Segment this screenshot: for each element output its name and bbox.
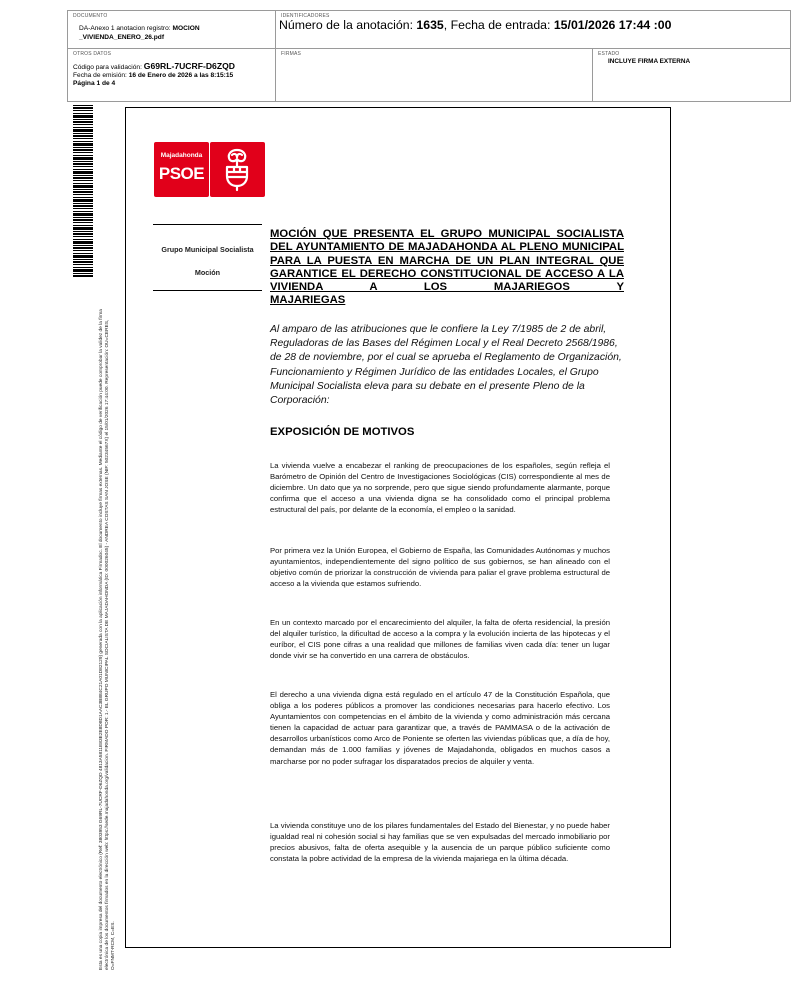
registry-date: 15/01/2026 17:44 :00 <box>553 18 672 32</box>
document-caption: DOCUMENTO <box>73 13 108 19</box>
logo-subtitle: Majadahonda <box>160 152 203 159</box>
registry-entry <box>279 18 779 32</box>
barcode <box>73 105 93 277</box>
status-caption: ESTADO <box>598 51 620 57</box>
section-heading: EXPOSICIÓN DE MOTIVOS <box>270 426 415 438</box>
signatures-caption: FIRMAS <box>281 51 302 57</box>
document-name <box>79 24 269 42</box>
registry-number-label: Número de la anotación: <box>279 18 413 32</box>
body-paragraph: La vivienda constituye uno de los pilares fundamentales del Estado del Bienestar, y no puede haber igualdad real ni cohesión social si hay familias que se ven expulsadas del mercado inmobiliario por precios abusivos, falta de oferta asequible y la ausencia de un parque público suficiente como constata la pobre actividad de la empresa de la vivienda majariega en la última década. <box>270 821 610 864</box>
body-paragraph: La vivienda vuelve a encabezar el ranking de preocupaciones de los españoles, según refleja el Barómetro de Opinión del Centro de Investigaciones Sociológicas (CIS) correspondiente al mes de diciembre. Un dato que ya no sorprende, pero que sigue siendo profundamente alarmante, porque confirma que el acceso a una vivienda digna se ha consolidado como el principal problema estructural del país, por delante de la economía, el empleo o la sanidad. <box>270 461 610 515</box>
document-file: MOCION _VIVIENDA_ENERO_26.pdf <box>79 25 200 41</box>
motion-title-main: MOCIÓN QUE PRESENTA EL GRUPO MUNICIPAL SOCIALISTA DEL AYUNTAMIENTO DE MAJADAHONDA AL PLENO MUNICIPAL PARA LA PUESTA EN MARCHA DE UN PLAN INTEGRAL QUE GARANTICE EL DERECHO CONSTITUCIONAL DE ACCESO A LA VIVIENDA A LOS MAJARIEGOS Y <box>270 228 624 294</box>
issue-date: 16 de Enero de 2026 a las 8:15:15 <box>128 72 234 79</box>
other-data-cell <box>68 49 276 102</box>
page-count: Página 1 de 4 <box>73 80 116 87</box>
psoe-logo <box>154 142 265 197</box>
intro-paragraph: Al amparo de las atribuciones que le confiere la Ley 7/1985 de 2 de abril, Reguladoras de las Bases del Régimen Local y el Real Decreto 2568/1986, de 28 de noviembre, por el cual se aprueba el Reglamento de Organización, Funcionamiento y Régimen Jurídico de las entidades Locales, el Grupo Municipal Socialista eleva para su debate en el presente Pleno de la Corporación: <box>270 324 622 407</box>
status-cell <box>593 49 791 102</box>
body-paragraph: En un contexto marcado por el encarecimiento del alquiler, la falta de oferta residencial, la presión del alquiler turístico, la dificultad de acceso a la compra y la evolución incierta de las hipotecas y el euríbor, el CIS pone cifras a una realidad que millones de familias viven cada día: tener un lugar donde vivir se ha convertido en una carrera de obstáculos. <box>270 618 610 661</box>
signatures-cell <box>276 49 593 102</box>
validation-code[interactable]: G69RL-7UCRF-D6ZQD <box>143 61 235 71</box>
registry-date-label: , Fecha de entrada: <box>443 18 551 32</box>
document-prefix: DA-Anexo 1 anotacion registro: <box>79 25 171 32</box>
validation-side-text: Esta es una copia impresa del documento electrónico (Ref: 3803953 G69RL-7UCRF-D6ZQD 4813A5811E83E2E8D8D1AAC3B884C21A01D82129) generada con la aplicación informática Firmadoc. El documento incluye firmas externas. Mediante el código de verificación puede comprobar la validez de la firma electrónica de los documentos firmados en la dirección web: https://sede.majadahonda.org/validacion. FIRMADO POR: 1.- EL GRUPO MUNICIPAL SOCIALISTA DE MAJADAHONDA (ID: 000026045) - ANDREA COSTAS SAN JOSE (NIF: 50234567X) el 15/01/2026 17:44:00. Representación: OU=CERES, O=FNMT-RCM, C=ES. <box>99 309 117 970</box>
registry-caption: IDENTIFICADORES <box>281 13 330 19</box>
document-cell <box>68 11 276 49</box>
logo-title: PSOE <box>158 164 205 183</box>
logo-text-block <box>154 142 209 197</box>
side-divider-bottom <box>153 290 262 291</box>
validation-code-label: Código para validación: <box>73 64 142 71</box>
document-type-label: Moción <box>194 268 221 277</box>
document-header <box>67 10 791 102</box>
issue-date-label: Fecha de emisión: <box>73 72 127 79</box>
body-paragraph: El derecho a una vivienda digna está regulado en el artículo 47 de la Constitución Española, que obliga a los poderes públicos a promover las condiciones necesarias para hacerlo efectivo. Los Ayuntamientos con competencias en el ámbito de la vivienda y como administración más cercana tienen la capacidad de actuar para garantizar que, a través de PAMMASA o de la activación de desarrollos urbanísticos como Arco de Poniente se oferten las viviendas públicas que, a día de hoy, demandan más de 1.000 familias y jóvenes de Majadahonda, obligados en muchos casos a marcharse por no poder sufragar los disparatados precios de alquiler y venta. <box>270 690 610 766</box>
status-value: INCLUYE FIRMA EXTERNA <box>608 58 691 65</box>
motion-title <box>270 228 624 308</box>
group-label: Grupo Municipal Socialista <box>161 245 254 254</box>
other-data-caption: OTROS DATOS <box>73 51 112 57</box>
registry-number: 1635 <box>416 18 444 32</box>
rose-fist-icon <box>210 142 265 197</box>
motion-title-last: MAJARIEGAS <box>270 294 346 307</box>
registry-cell <box>276 11 791 49</box>
side-divider-top <box>153 224 262 225</box>
document-page <box>125 107 671 948</box>
body-paragraph: Por primera vez la Unión Europea, el Gobierno de España, las Comunidades Autónomas y muchos ayuntamientos, independientemente del signo político de sus gobiernos, se han alineado con el objetivo común de priorizar la construcción de vivienda para paliar el grave problema estructural de acceso a la vivienda que estamos sufriendo. <box>270 546 610 589</box>
other-data <box>73 62 273 88</box>
